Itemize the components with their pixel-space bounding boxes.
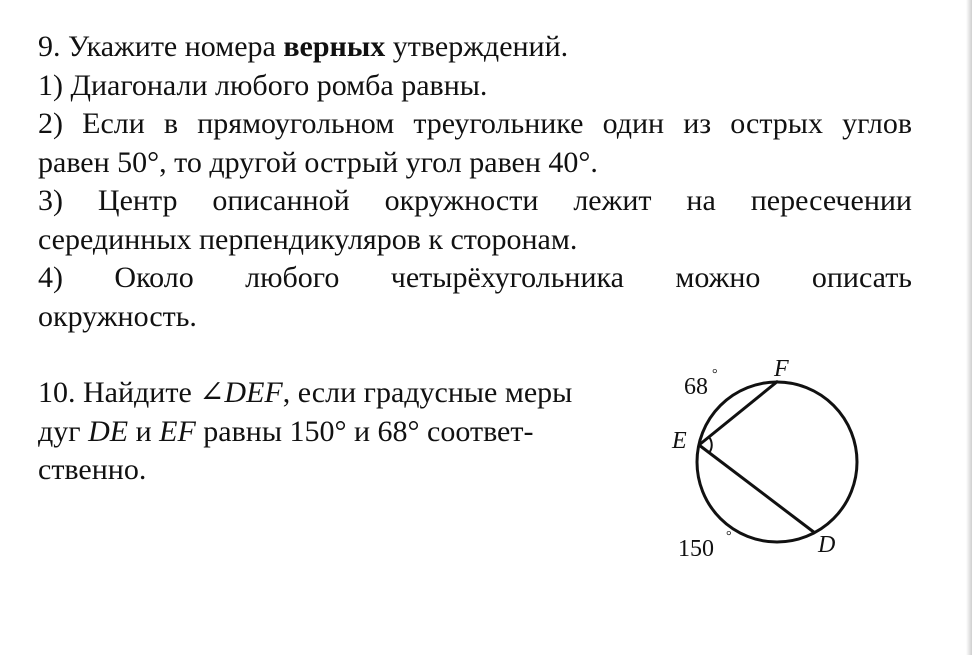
statement-1: 1) Диагонали любого ромба равны.: [38, 68, 488, 102]
arc-de-degree: °: [726, 529, 732, 544]
circle-diagram: [664, 350, 884, 575]
point-f-label: F: [774, 356, 789, 382]
angle-arc-mark: [709, 437, 712, 453]
statement-4-line-1: 4) Около любого четырёхугольника можно описать: [38, 261, 912, 294]
circle-figure: [664, 350, 884, 580]
task-10-text-a: 10. Найдите: [38, 376, 200, 409]
task-10-line-2: [38, 413, 638, 452]
point-e-label: E: [672, 428, 687, 454]
page-edge-shadow: [966, 0, 972, 655]
task-9: [38, 28, 912, 336]
task-10-text-e: равны 150° и 68° соответ-: [195, 414, 534, 448]
task-9-title: [38, 28, 912, 67]
task-10-line-1: [38, 374, 638, 413]
task-9-title-bold: верных: [283, 30, 386, 63]
arc-de-label: DE: [88, 414, 129, 448]
statement-3-line-2: серединных перпендикуляров к сторонам.: [38, 222, 578, 256]
chord-ed: [699, 445, 815, 533]
task-9-title-prefix: 9. Укажите номера: [38, 30, 284, 63]
task-10-text-b: , если градусные меры: [282, 376, 573, 409]
task-10-text-d: и: [128, 414, 160, 448]
task-9-title-suffix: утверждений.: [385, 30, 569, 63]
statement-3-line-1: 3) Центр описанной окружности лежит на пересечении: [38, 184, 912, 217]
arc-ef-label: EF: [159, 414, 196, 448]
statement-2-line-2: равен 50°, то другой острый угол равен 40°.: [38, 145, 598, 179]
arc-ef-degree: °: [712, 367, 718, 382]
statement-2-line-1: 2) Если в прямоугольном треугольнике один из острых углов: [38, 107, 912, 140]
task-10: [38, 374, 638, 490]
arc-ef-measure: 68: [684, 374, 708, 400]
point-d-label: D: [818, 532, 836, 558]
task-10-text-c: дуг: [38, 414, 89, 448]
task-10-line-3: ственно.: [38, 453, 147, 486]
arc-de-measure: 150: [678, 536, 714, 562]
angle-def-symbol: ∠DEF: [199, 376, 283, 409]
statement-4-line-2: окружность.: [38, 299, 197, 333]
